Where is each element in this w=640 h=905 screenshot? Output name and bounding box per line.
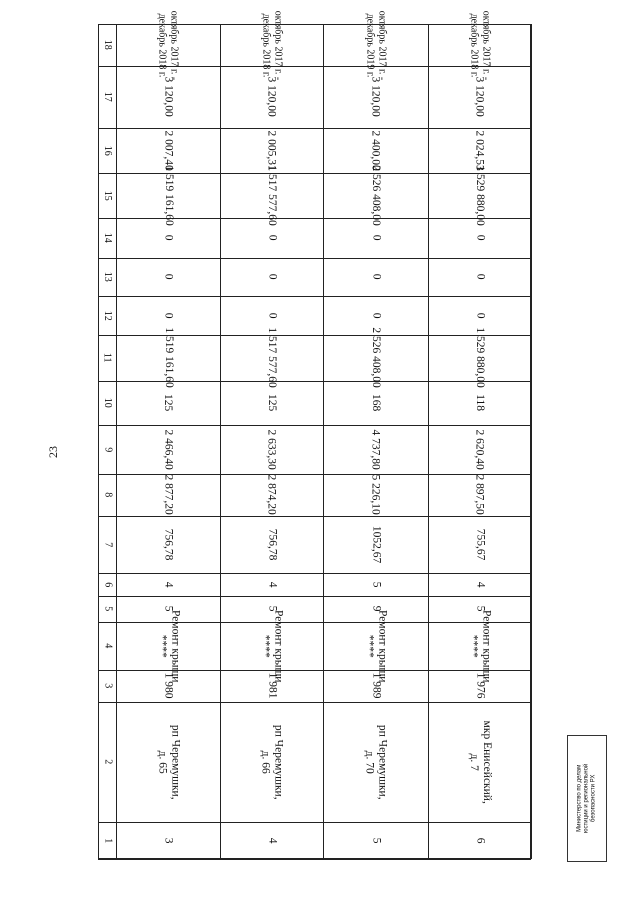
value-15: 1 517 577,60 — [266, 165, 279, 226]
value-8-cell — [220, 474, 323, 516]
value-11: 1 529 880,00 — [474, 327, 487, 389]
value-12: 0 — [266, 312, 279, 319]
column-number: 2 — [101, 759, 113, 765]
column-number-cell — [98, 173, 116, 218]
value-9: 2 633,30 — [266, 429, 279, 470]
ministry-stamp — [567, 735, 607, 862]
value-13: 0 — [474, 274, 487, 280]
entrances: 5 — [370, 581, 383, 588]
area: 755,67 — [474, 528, 487, 561]
floors: 5 — [162, 606, 175, 612]
column-number-cell — [98, 822, 116, 859]
work-type: Ремонт крыши **** — [363, 609, 389, 683]
value-10: 168 — [370, 394, 383, 412]
entrances-cell — [220, 573, 323, 596]
area: 756,78 — [162, 528, 175, 561]
entrances: 4 — [474, 581, 487, 588]
work-type-cell — [428, 609, 531, 683]
value-12: 0 — [370, 312, 383, 319]
value-10: 125 — [162, 394, 175, 412]
area: 1052,67 — [370, 525, 383, 564]
value-9-cell — [116, 425, 220, 474]
value-14: 0 — [370, 235, 383, 241]
area-cell — [428, 516, 531, 573]
value-9-cell — [323, 425, 428, 474]
value-16: 2 005,31 — [266, 130, 279, 171]
value-13: 0 — [162, 274, 175, 280]
value-11-cell — [116, 327, 220, 389]
address: мкр Енисейский, д. 7 — [467, 720, 493, 804]
value-11: 2 526 408,00 — [370, 327, 383, 389]
value-12-cell — [428, 296, 531, 335]
value-8: 5 226,10 — [370, 474, 383, 516]
address: рп Черемушки, д. 70 — [363, 724, 389, 800]
value-8-cell — [116, 474, 220, 516]
value-16-cell — [323, 128, 428, 173]
work-type-cell — [116, 609, 220, 683]
column-number: 10 — [101, 398, 113, 408]
entrances-cell — [428, 573, 531, 596]
value-15: 2 526 408,00 — [370, 165, 383, 226]
value-12-cell — [220, 296, 323, 335]
column-number: 18 — [101, 40, 113, 50]
column-number-cell — [98, 24, 116, 66]
value-16: 2 400,00 — [370, 130, 383, 171]
value-13: 0 — [370, 274, 383, 280]
column-number-cell — [98, 258, 116, 296]
value-16: 2 024,53 — [474, 130, 487, 171]
value-12: 0 — [162, 312, 175, 319]
period-cell — [116, 10, 220, 80]
floors: 9 — [370, 606, 383, 612]
value-10: 125 — [266, 394, 279, 412]
value-17: 3 120,00 — [266, 76, 279, 118]
value-8: 2 874,20 — [266, 474, 279, 516]
floors-cell — [428, 596, 531, 622]
value-9: 4 737,80 — [370, 429, 383, 470]
value-14: 0 — [474, 235, 487, 241]
value-9-cell — [220, 425, 323, 474]
period: октябрь 2017 г. - декабрь 2018 г. — [157, 10, 180, 80]
period: октябрь 2017 г. - декабрь 2018 г. — [468, 10, 491, 80]
row-number-cell — [220, 822, 323, 859]
value-11-cell — [428, 327, 531, 389]
floors: 5 — [266, 606, 279, 612]
table-vline — [531, 24, 532, 859]
work-type-cell — [220, 609, 323, 683]
row-number-cell — [116, 822, 220, 859]
value-13-cell — [116, 258, 220, 296]
column-number-cell — [98, 381, 116, 425]
row-number-cell — [323, 822, 428, 859]
column-number: 11 — [101, 353, 113, 363]
value-16-cell — [428, 128, 531, 173]
value-12-cell — [323, 296, 428, 335]
column-number: 4 — [101, 643, 113, 649]
column-number: 14 — [101, 233, 113, 243]
entrances-cell — [116, 573, 220, 596]
column-number: 1 — [101, 838, 113, 843]
area: 756,78 — [266, 528, 279, 561]
value-14: 0 — [162, 235, 175, 241]
value-11: 1 519 161,60 — [162, 327, 175, 389]
entrances: 4 — [266, 581, 279, 588]
period-cell — [428, 10, 531, 80]
floors: 5 — [474, 606, 487, 612]
address-cell — [220, 702, 323, 822]
column-number-cell — [98, 335, 116, 381]
year-built: 1 981 — [266, 673, 279, 699]
period-cell — [220, 10, 323, 80]
period-cell — [323, 10, 428, 80]
value-10: 118 — [474, 394, 487, 412]
address: рп Черемушки, д. 65 — [156, 724, 182, 800]
value-8-cell — [323, 474, 428, 516]
column-number-cell — [98, 622, 116, 670]
column-number-cell — [98, 425, 116, 474]
value-16-cell — [220, 128, 323, 173]
value-8: 2 877,20 — [162, 474, 175, 516]
work-type: Ремонт крыши **** — [259, 609, 285, 683]
address-cell — [323, 702, 428, 822]
value-13-cell — [323, 258, 428, 296]
column-number: 5 — [101, 606, 113, 612]
floors-cell — [220, 596, 323, 622]
value-17: 3 120,00 — [162, 76, 175, 118]
period: октябрь 2017 г. - декабрь 2018 г. — [260, 10, 283, 80]
entrances-cell — [323, 573, 428, 596]
value-16: 2 007,40 — [162, 130, 175, 171]
floors-cell — [323, 596, 428, 622]
column-number: 3 — [101, 683, 113, 689]
value-15: 1 529 880,00 — [474, 165, 487, 226]
table-hline — [98, 859, 531, 860]
column-number-cell — [98, 596, 116, 622]
column-number-cell — [98, 702, 116, 822]
floors-cell — [116, 596, 220, 622]
row-number: 6 — [474, 837, 487, 844]
column-number: 13 — [101, 272, 113, 282]
area-cell — [220, 516, 323, 573]
value-14: 0 — [266, 235, 279, 241]
row-number-cell — [428, 822, 531, 859]
column-number-cell — [98, 66, 116, 128]
period: октябрь 2017 г. - декабрь 2019 г. — [364, 10, 387, 80]
row-number: 5 — [370, 837, 383, 844]
value-13: 0 — [266, 274, 279, 280]
value-8: 2 897,50 — [474, 474, 487, 516]
value-12-cell — [116, 296, 220, 335]
value-12: 0 — [474, 312, 487, 319]
value-11: 1 517 577,60 — [266, 327, 279, 389]
column-number: 12 — [101, 310, 113, 321]
column-number-cell — [98, 218, 116, 258]
work-type: Ремонт крыши **** — [155, 609, 182, 683]
column-number: 16 — [101, 145, 113, 156]
column-number-cell — [98, 128, 116, 173]
column-number-cell — [98, 573, 116, 596]
year-built: 1 989 — [370, 673, 383, 699]
column-number: 15 — [101, 190, 113, 201]
row-number: 4 — [266, 837, 279, 844]
column-number: 17 — [101, 92, 113, 102]
work-type: Ремонт крыши **** — [467, 609, 493, 683]
column-number: 7 — [101, 542, 113, 547]
column-number: 8 — [101, 492, 113, 498]
value-11-cell — [323, 327, 428, 389]
column-number-cell — [98, 474, 116, 516]
value-8-cell — [428, 474, 531, 516]
area-cell — [116, 516, 220, 573]
column-number-cell — [98, 296, 116, 335]
work-type-cell — [323, 609, 428, 683]
address-cell — [428, 702, 531, 822]
column-number: 9 — [101, 447, 113, 452]
page-number: 23 — [46, 446, 60, 458]
value-13-cell — [428, 258, 531, 296]
value-9-cell — [428, 425, 531, 474]
value-16-cell — [116, 128, 220, 173]
value-15-cell — [323, 165, 428, 226]
value-9: 2 466,40 — [162, 429, 175, 470]
value-13-cell — [220, 258, 323, 296]
value-15-cell — [220, 165, 323, 226]
value-15-cell — [428, 165, 531, 226]
year-built: 1 976 — [474, 673, 487, 699]
value-9: 2 620,40 — [474, 429, 487, 470]
value-17: 3 120,00 — [370, 76, 383, 118]
stamp-text: Министерство по делам юстиции и региональной безопасности РХ — [576, 763, 597, 834]
address: рп Черемушки, д. 66 — [259, 724, 285, 800]
value-15-cell — [116, 165, 220, 226]
address-cell — [116, 702, 220, 822]
value-11-cell — [220, 327, 323, 389]
column-number: 6 — [101, 582, 113, 587]
year-built: 1 980 — [162, 673, 175, 699]
area-cell — [323, 516, 428, 573]
column-number-cell — [98, 516, 116, 573]
row-number: 3 — [162, 837, 175, 844]
value-17: 3 120,00 — [474, 76, 487, 118]
value-15: 1 519 161,60 — [162, 165, 175, 226]
entrances: 4 — [162, 581, 175, 588]
column-number-cell — [98, 670, 116, 702]
